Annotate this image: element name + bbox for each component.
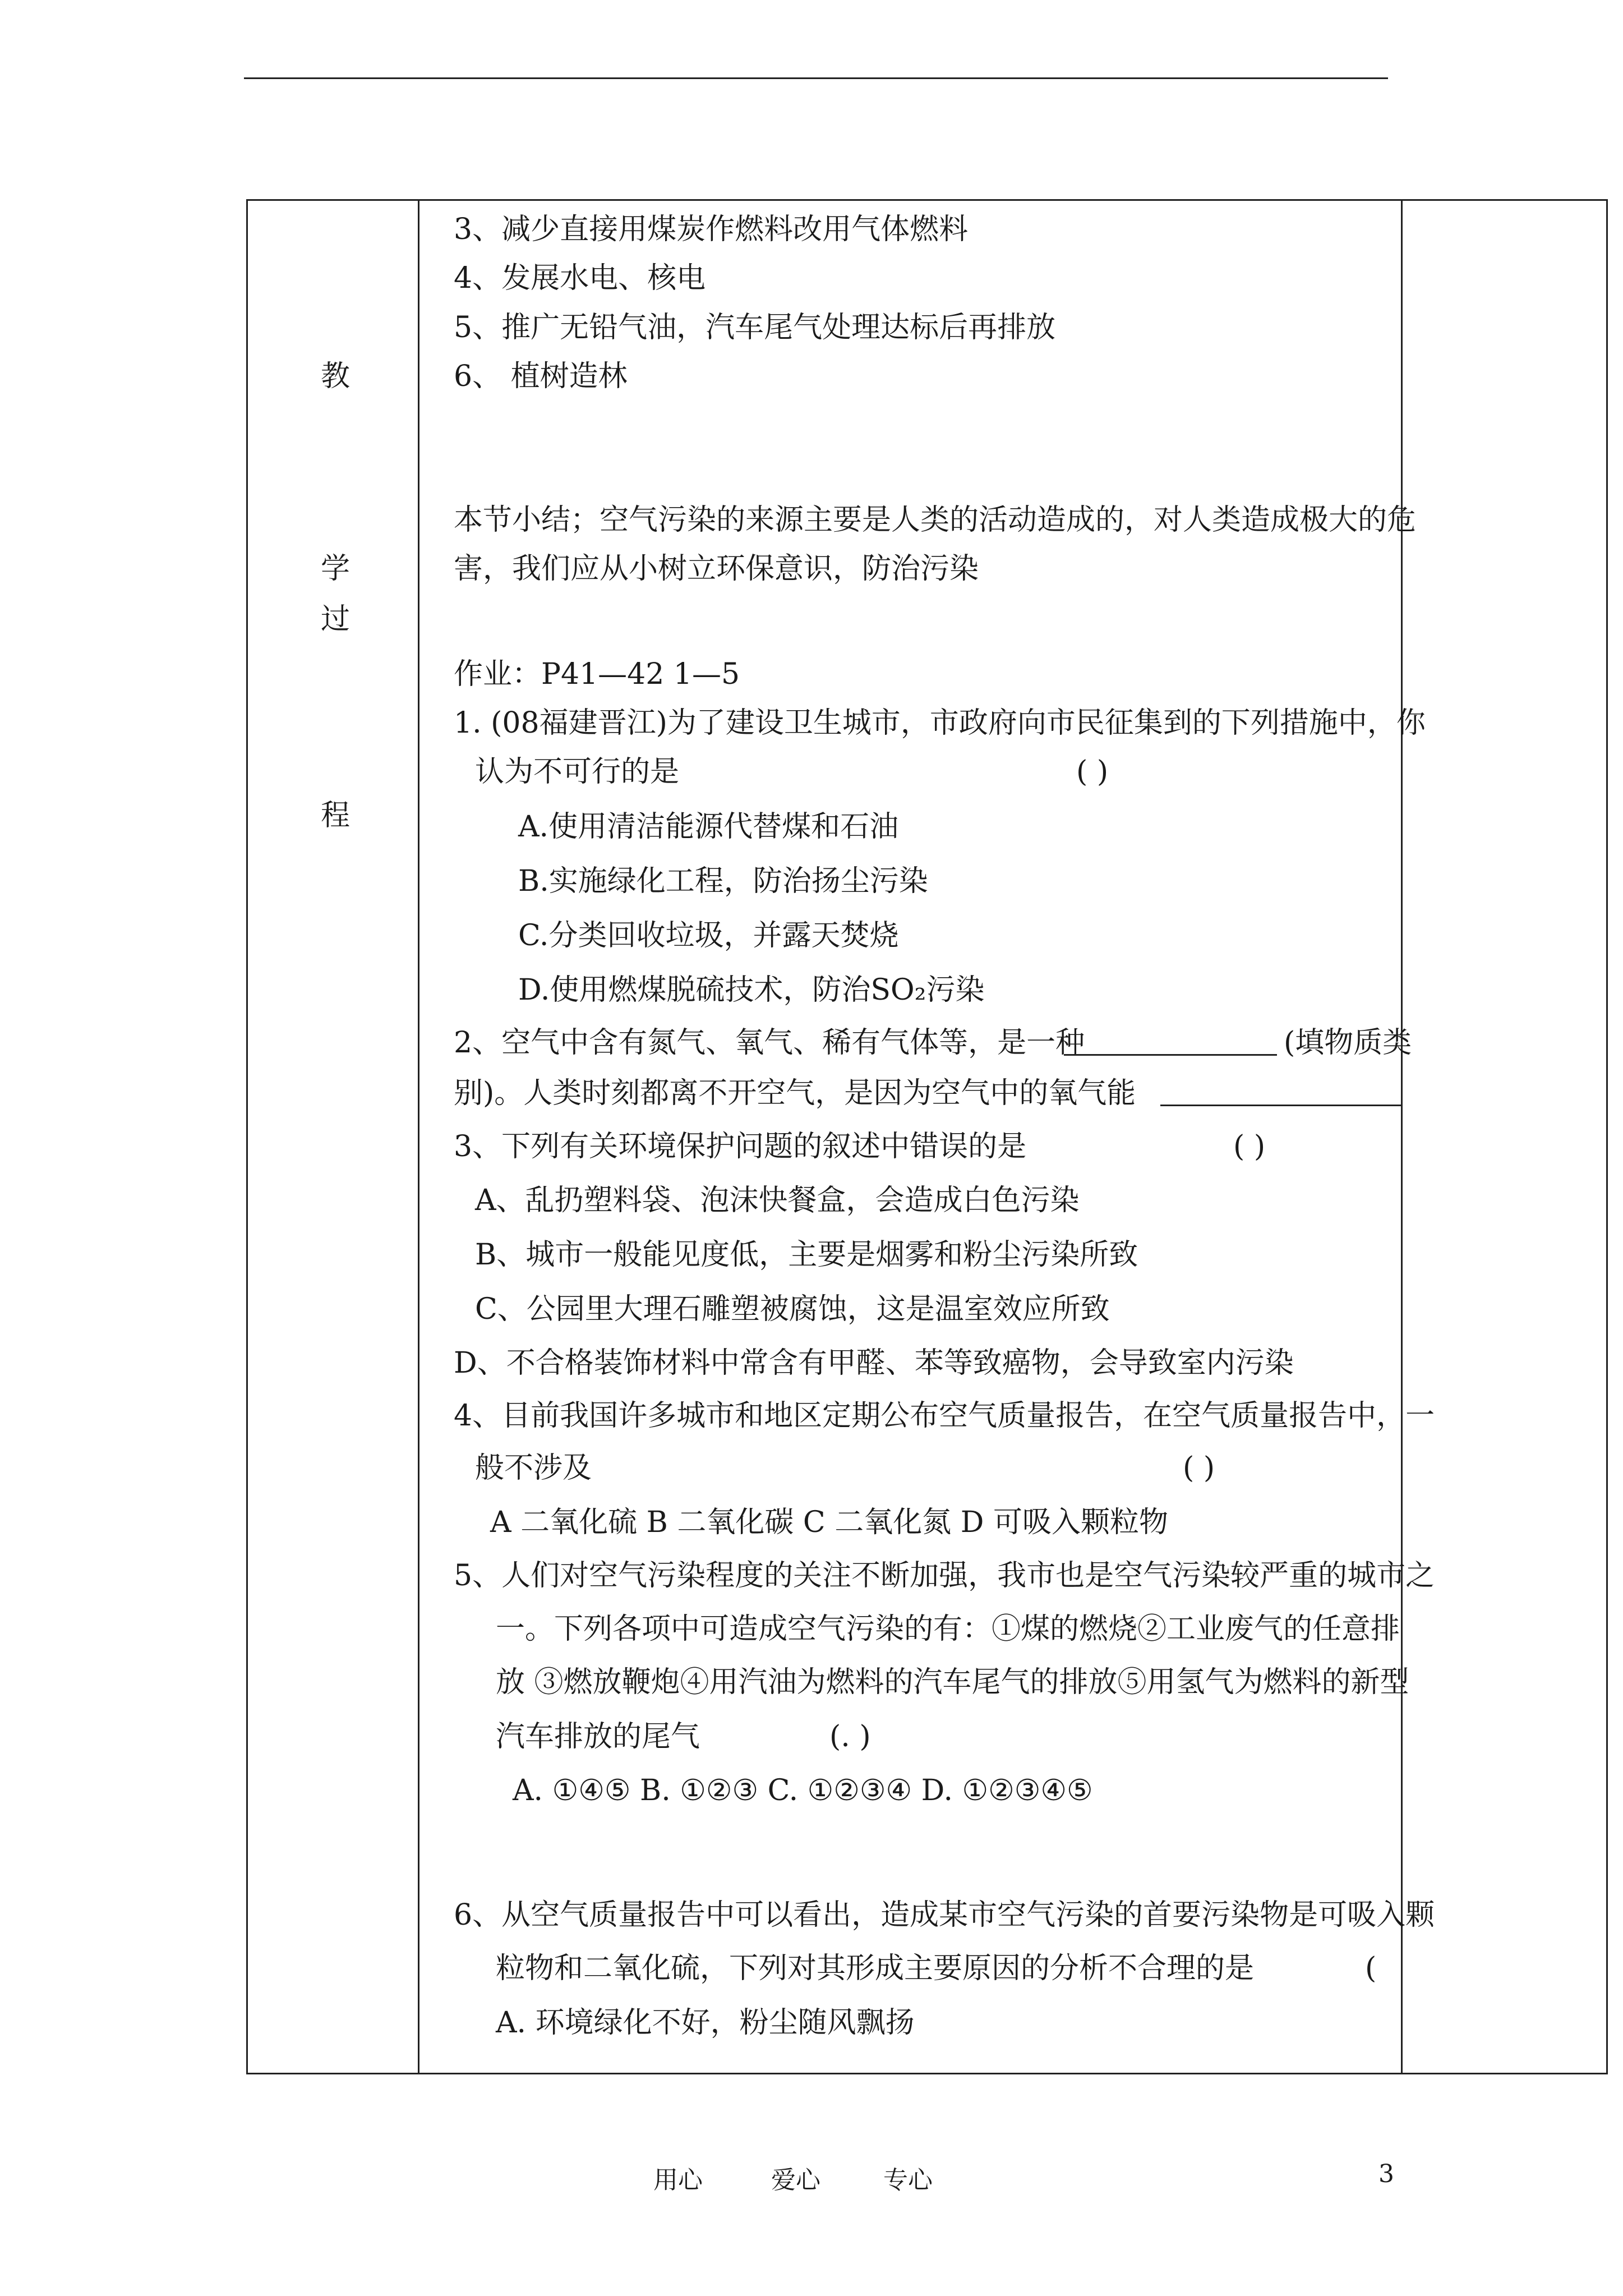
question-text: 5、人们对空气污染程度的关注不断加强，我市也是空气污染较严重的城市之 [454, 1559, 1435, 1593]
answer-bracket: ( ) [1183, 1451, 1215, 1485]
column-divider-right [1401, 201, 1403, 2073]
option-text: A. ①④⑤ B. ①②③ C. ①②③④ D. ①②③④⑤ [513, 1774, 1093, 1807]
question-text: 4、目前我国许多城市和地区定期公布空气质量报告，在空气质量报告中，一 [454, 1399, 1435, 1433]
footer-motto-right: 专心 [883, 2166, 933, 2194]
answer-bracket: ( ) [1233, 1130, 1266, 1163]
question-text: (填物质类 [1284, 1026, 1412, 1060]
question-text: 6、从空气质量报告中可以看出，造成某市空气污染的首要污染物是可吸入颗 [454, 1898, 1435, 1932]
option-text: C.分类回收垃圾，并露天焚烧 [518, 919, 899, 953]
question-text: 1. (08福建晋江)为了建设卫生城市，市政府向市民征集到的下列措施中，你 [454, 706, 1426, 740]
side-label-char: 学 [321, 552, 351, 586]
text-line: 4、发展水电、核电 [454, 261, 706, 295]
question-text: 2、空气中含有氮气、氧气、稀有气体等，是一种 [454, 1026, 1085, 1060]
fill-blank [1064, 1028, 1277, 1056]
fill-blank [1160, 1079, 1403, 1106]
option-text: D.使用燃煤脱硫技术，防治SO₂污染 [518, 973, 985, 1007]
text-line: 3、减少直接用煤炭作燃料改用气体燃料 [454, 213, 969, 246]
column-divider-left [418, 201, 419, 2073]
question-text: 3、下列有关环境保护问题的叙述中错误的是 [454, 1130, 1027, 1163]
option-text: A. 环境绿化不好，粉尘随风飘扬 [496, 2006, 915, 2040]
option-text: B、城市一般能见度低，主要是烟雾和粉尘污染所致 [475, 1238, 1138, 1272]
side-label-char: 程 [321, 799, 351, 832]
option-text: C、公园里大理石雕塑被腐蚀，这是温室效应所致 [475, 1292, 1110, 1326]
summary-line: 害，我们应从小树立环保意识，防治污染 [454, 552, 979, 586]
summary-line: 本节小结；空气污染的来源主要是人类的活动造成的，对人类造成极大的危 [454, 503, 1417, 537]
text-line: 5、推广无铅气油，汽车尾气处理达标后再排放 [454, 311, 1056, 344]
lesson-table [246, 199, 1608, 2074]
page-number: 3 [1378, 2160, 1394, 2188]
option-text: A.使用清洁能源代替煤和石油 [518, 810, 899, 844]
question-text: 别)。人类时刻都离不开空气，是因为空气中的氧气能 [454, 1076, 1136, 1110]
answer-bracket: ( ) [1076, 755, 1109, 789]
question-text: 认为不可行的是 [475, 755, 680, 789]
question-text: 放 ③燃放鞭炮④用汽油为燃料的汽车尾气的排放⑤用氢气为燃料的新型 [496, 1665, 1409, 1699]
question-text: 粒物和二氧化硫，下列对其形成主要原因的分析不合理的是 [496, 1952, 1255, 1985]
text-line: 6、 植树造林 [454, 360, 628, 393]
homework-line: 作业：P41—42 1—5 [454, 657, 740, 691]
side-label-char: 教 [321, 360, 351, 393]
option-text: A 二氧化硫 B 二氧化碳 C 二氧化氮 D 可吸入颗粒物 [490, 1506, 1168, 1539]
option-text: B.实施绿化工程，防治扬尘污染 [518, 864, 928, 898]
footer-motto-left: 用心 [653, 2166, 703, 2194]
question-text: 汽车排放的尾气 [496, 1720, 700, 1754]
option-text: D、不合格装饰材料中常含有甲醛、苯等致癌物，会导致室内污染 [454, 1346, 1294, 1380]
answer-bracket: ( [1365, 1952, 1377, 1985]
footer-motto-mid: 爱心 [771, 2166, 820, 2194]
side-label-char: 过 [321, 602, 351, 636]
option-text: A、乱扔塑料袋、泡沫快餐盒，会造成白色污染 [475, 1184, 1080, 1217]
answer-bracket: (. ) [829, 1720, 871, 1754]
question-text: 一。下列各项中可造成空气污染的有：①煤的燃烧②工业废气的任意排 [496, 1612, 1400, 1646]
header-rule [244, 77, 1388, 79]
question-text: 般不涉及 [475, 1451, 592, 1485]
